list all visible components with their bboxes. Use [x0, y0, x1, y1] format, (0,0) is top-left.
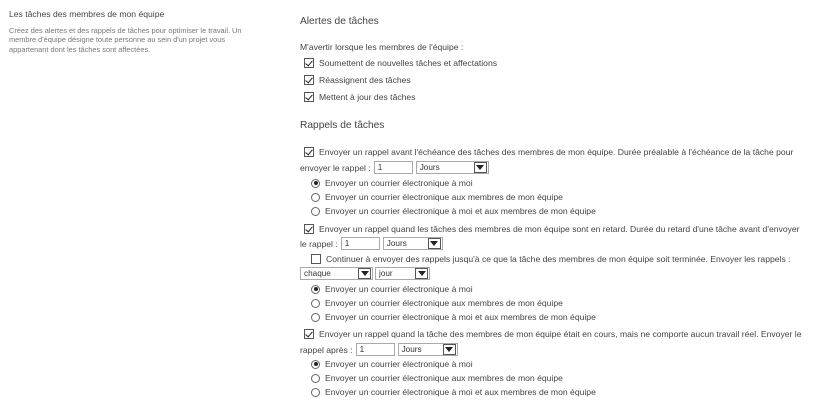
chevron-down-icon[interactable] [415, 268, 428, 279]
reminders-heading: Rappels de tâches [300, 120, 385, 131]
before-due-option-both[interactable] [311, 206, 596, 216]
reminder-in-progress-checkbox[interactable] [304, 329, 314, 339]
reminder-in-progress-amount-input[interactable]: 1 [356, 343, 395, 356]
overdue-option-both[interactable] [311, 312, 596, 322]
reminder-overdue[interactable] [304, 224, 800, 234]
overdue-option-team[interactable] [311, 298, 563, 308]
reminder-overdue-checkbox[interactable] [304, 224, 314, 234]
section-description-text [9, 26, 271, 54]
reminder-overdue-text: Envoyer un rappel quand les tâches des membres de mon équipe sont en retard. Durée du retard d'une tâche avant d'envoyer [319, 224, 800, 234]
reminder-overdue-unit-select[interactable] [383, 237, 443, 250]
select-value: Jours [401, 345, 422, 354]
reminder-before-due-amount-input[interactable]: 1 [374, 161, 413, 174]
alert-item-new-tasks[interactable] [304, 58, 497, 68]
in-progress-option-me[interactable] [311, 359, 473, 369]
reminder-before-due-unit-select[interactable] [416, 161, 489, 174]
reminder-in-progress[interactable] [304, 329, 801, 339]
alert-reassign-checkbox[interactable] [304, 75, 314, 85]
reminder-period-select[interactable] [375, 267, 430, 280]
reminder-before-due-checkbox[interactable] [304, 147, 314, 157]
in-progress-option-both[interactable] [311, 387, 596, 397]
before-due-option-team[interactable] [311, 192, 563, 202]
radio-label: Envoyer un courrier électronique aux membres de mon équipe [325, 192, 563, 202]
reminder-frequency-select[interactable] [300, 267, 373, 280]
description-line: Créez des alertes et des rappels de tâches pour optimiser le travail. Un [9, 26, 242, 35]
radio-button[interactable] [311, 374, 320, 383]
reminder-continue[interactable] [311, 254, 791, 264]
reminder-overdue-settings [300, 237, 443, 250]
radio-button[interactable] [311, 207, 320, 216]
radio-label: Envoyer un courrier électronique à moi [325, 178, 473, 188]
select-value: Jours [419, 163, 440, 172]
alert-item-label: Réassignent des tâches [319, 75, 411, 85]
reminder-before-due[interactable] [304, 147, 793, 157]
reminder-overdue-prefix: le rappel : [300, 238, 338, 249]
in-progress-option-team[interactable] [311, 373, 563, 383]
radio-label: Envoyer un courrier électronique à moi et aux membres de mon équipe [325, 387, 596, 397]
overdue-option-me[interactable] [311, 284, 473, 294]
alert-new-tasks-checkbox[interactable] [304, 58, 314, 68]
radio-label: Envoyer un courrier électronique à moi et aux membres de mon équipe [325, 312, 596, 322]
description-line: membre d'équipe désigne toute personne au sein d'un projet vous [9, 35, 226, 45]
chevron-down-icon[interactable] [428, 238, 441, 249]
radio-label: Envoyer un courrier électronique à moi [325, 284, 473, 294]
reminder-in-progress-prefix: rappel après : [300, 344, 353, 355]
radio-label: Envoyer un courrier électronique à moi et aux membres de mon équipe [325, 206, 596, 216]
radio-button[interactable] [311, 285, 320, 294]
reminder-in-progress-unit-select[interactable] [398, 343, 458, 356]
radio-label: Envoyer un courrier électronique à moi [325, 359, 473, 369]
alert-item-label: Soumettent de nouvelles tâches et affectations [319, 58, 498, 68]
reminder-in-progress-text: Envoyer un rappel quand la tâche des membres de mon équipe était en cours, mais ne comporte aucun travail réel. Envoyer le [319, 329, 802, 339]
description-line: appartenant dont les tâches sont affectées. [9, 44, 151, 54]
reminder-continue-checkbox[interactable] [311, 254, 321, 264]
alert-item-update[interactable] [304, 92, 416, 102]
radio-button[interactable] [311, 179, 320, 188]
radio-button[interactable] [311, 388, 320, 397]
chevron-down-icon[interactable] [443, 344, 456, 355]
reminder-before-due-prefix: envoyer le rappel : [300, 162, 371, 173]
alerts-intro: M'avertir lorsque les membres de l'équipe : [300, 42, 464, 52]
alert-update-checkbox[interactable] [304, 92, 314, 102]
section-description [9, 9, 271, 54]
select-value: chaque [304, 269, 331, 278]
section-title: Les tâches des membres de mon équipe [9, 9, 165, 19]
reminder-before-due-text: Envoyer un rappel avant l'échéance des tâches des membres de mon équipe. Durée préalable à l'échéance de la tâche pour [319, 147, 794, 157]
alert-item-label: Mettent à jour des tâches [319, 92, 416, 102]
chevron-down-icon[interactable] [358, 268, 371, 279]
radio-button[interactable] [311, 360, 320, 369]
radio-label: Envoyer un courrier électronique aux membres de mon équipe [325, 298, 563, 308]
alert-item-reassign[interactable] [304, 75, 411, 85]
reminder-continue-text: Continuer à envoyer des rappels jusqu'à ce que la tâche des membres de mon équipe soit terminée. Envoyer les rappels : [326, 254, 791, 264]
radio-button[interactable] [311, 313, 320, 322]
reminder-in-progress-settings [300, 343, 458, 356]
reminder-frequency-settings [300, 267, 430, 280]
radio-label: Envoyer un courrier électronique aux membres de mon équipe [325, 373, 563, 383]
radio-button[interactable] [311, 193, 320, 202]
alerts-heading: Alertes de tâches [300, 16, 379, 27]
reminder-before-due-settings [300, 161, 489, 174]
reminder-overdue-amount-input[interactable]: 1 [341, 237, 380, 250]
select-value: jour [379, 269, 393, 278]
chevron-down-icon[interactable] [474, 162, 487, 173]
before-due-option-me[interactable] [311, 178, 473, 188]
select-value: Jours [386, 239, 407, 248]
radio-button[interactable] [311, 299, 320, 308]
